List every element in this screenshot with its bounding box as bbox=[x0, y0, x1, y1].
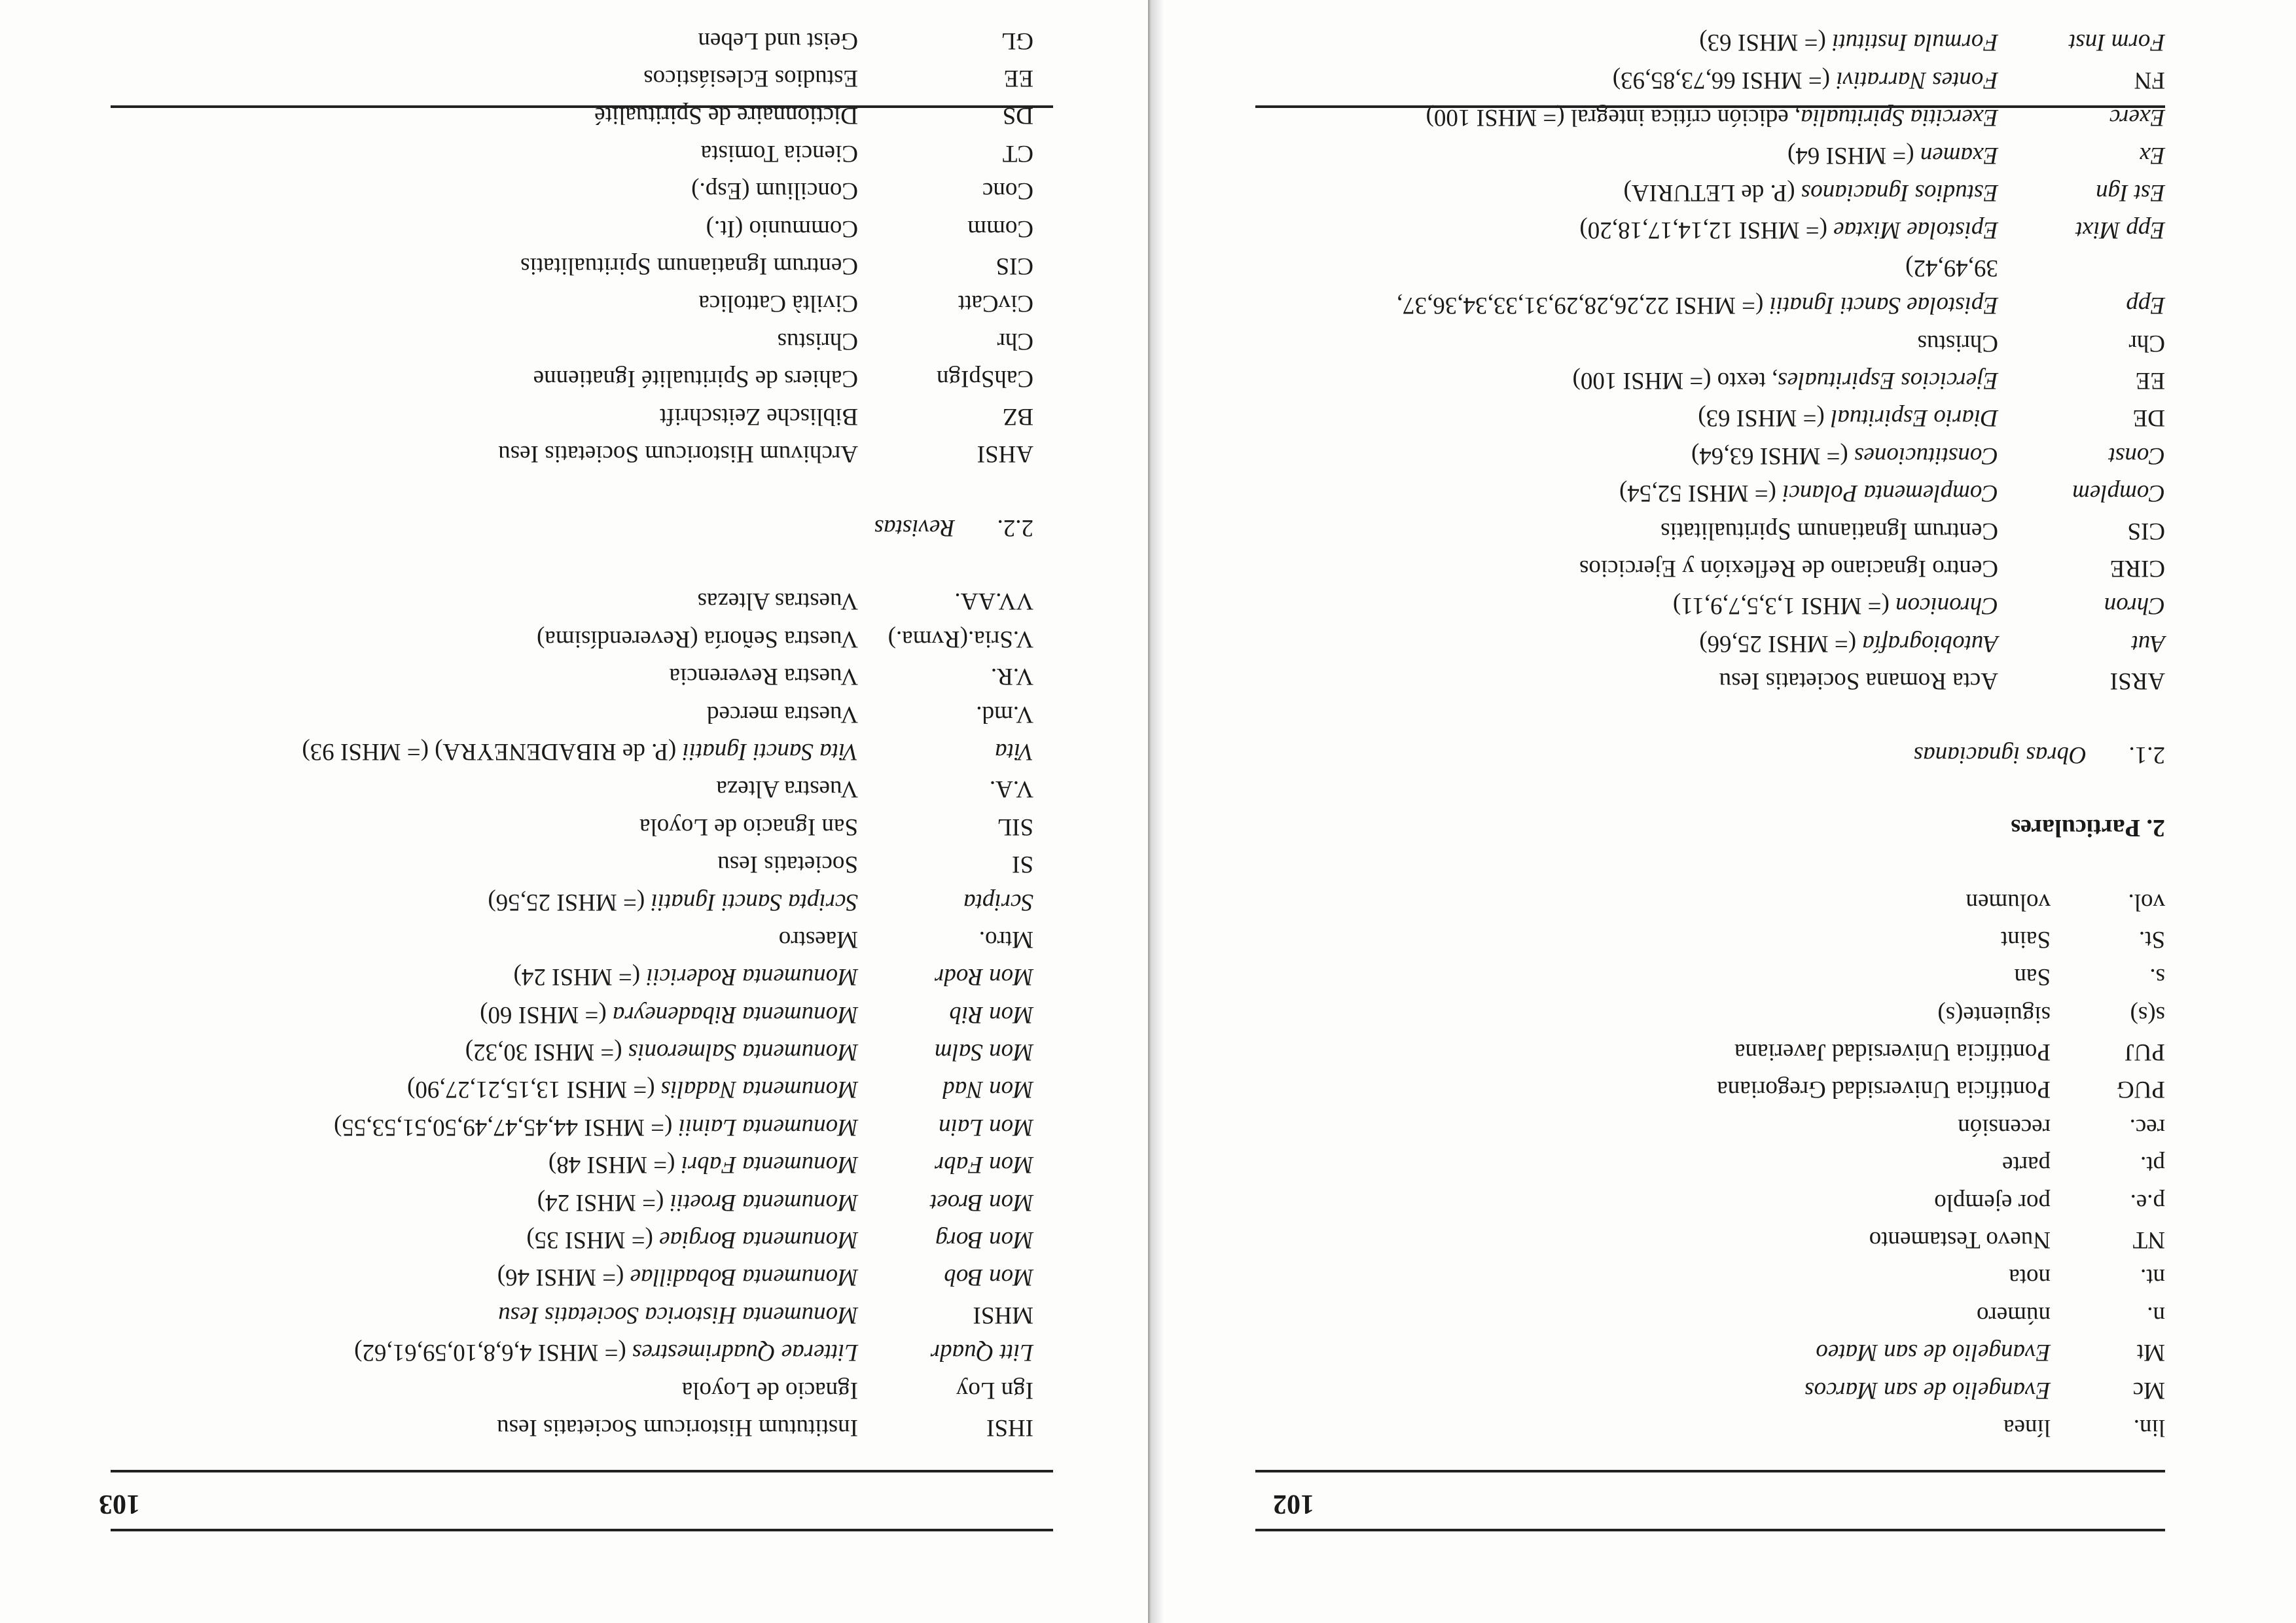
abbreviation-entry bbox=[1236, 211, 2165, 249]
abbreviation: Conc bbox=[982, 177, 1033, 205]
definition: Pontificia Universidad Javeriana bbox=[1734, 1039, 2051, 1066]
abbreviation-entry bbox=[1236, 662, 2165, 700]
abbreviation-entry bbox=[91, 60, 1033, 97]
abbreviation-entry bbox=[1236, 1296, 2165, 1333]
definition: Dictionnaire de Spiritualité bbox=[594, 102, 858, 130]
abbreviation: Mon Broet bbox=[930, 1188, 1033, 1216]
abbreviation: EE bbox=[1003, 65, 1033, 92]
abbreviation-entry bbox=[91, 172, 1033, 209]
abbreviation: SI bbox=[1012, 851, 1033, 878]
definition: Vuestra Alteza bbox=[716, 776, 858, 803]
page-number: 103 bbox=[99, 1489, 140, 1519]
abbreviation: CIRE bbox=[2109, 554, 2165, 582]
definition: Scripta Sancti Ignatii (= MHSI 25,56) bbox=[488, 888, 858, 916]
abbreviation-entry bbox=[91, 846, 1033, 883]
abbreviation-entry bbox=[1236, 1108, 2165, 1145]
abbreviation-entry bbox=[1236, 249, 2165, 286]
abbreviation-entry bbox=[91, 620, 1033, 657]
definition: parte bbox=[2002, 1151, 2051, 1179]
abbreviation-entry bbox=[91, 1258, 1033, 1296]
abbreviation: Vita bbox=[995, 738, 1033, 765]
abbreviation-entry bbox=[1236, 1258, 2165, 1296]
definition: Estudios Ignacianos (P. de LETURIA) bbox=[1623, 179, 1998, 207]
definition: Acta Romana Societatis Iesu bbox=[1719, 668, 1998, 695]
abbreviation-entry bbox=[91, 658, 1033, 695]
abbreviation-entry bbox=[91, 1071, 1033, 1108]
definition: Vuestras Altezas bbox=[697, 588, 858, 615]
definition: Epistolae Mixtae (= MHSI 12,14,17,18,20) bbox=[1579, 217, 1998, 244]
abbreviation: V.Sria.(Rvma.) bbox=[888, 625, 1033, 652]
abbreviation-entry bbox=[1236, 1033, 2165, 1071]
abbreviation: Ex bbox=[2139, 141, 2165, 169]
abbreviation-entry bbox=[91, 1108, 1033, 1145]
definition: Monumenta Borgiae (= MHSI 35) bbox=[526, 1226, 858, 1254]
definition: 39,49,42) bbox=[1905, 254, 1998, 281]
abbreviation: Const bbox=[2108, 442, 2165, 469]
abbreviation-entry bbox=[91, 135, 1033, 172]
abbreviation: CIS bbox=[996, 253, 1033, 280]
abbreviation-entry bbox=[91, 958, 1033, 995]
definition: San bbox=[2014, 963, 2051, 991]
abbreviation-list bbox=[91, 22, 1033, 1446]
definition: Evangelio de san Marcos bbox=[1804, 1376, 2051, 1404]
abbreviation: Mon Fabr bbox=[934, 1151, 1033, 1179]
definition: Vuestra Señoría (Reverendísima) bbox=[537, 625, 858, 652]
abbreviation-entry bbox=[91, 733, 1033, 770]
abbreviation: Epp Mixt bbox=[2075, 217, 2165, 244]
definition: Nuevo Testamento bbox=[1869, 1226, 2051, 1254]
abbreviation-entry bbox=[91, 322, 1033, 359]
abbreviation: DE bbox=[2132, 404, 2165, 432]
abbreviation-entry bbox=[91, 921, 1033, 958]
abbreviation-entry bbox=[91, 1146, 1033, 1183]
abbreviation: s(s) bbox=[2130, 1001, 2165, 1028]
abbreviation: Exerc bbox=[2109, 104, 2165, 132]
header-rule bbox=[1255, 1529, 2165, 1531]
abbreviation-entry bbox=[1236, 624, 2165, 662]
abbreviation: VV.AA. bbox=[954, 588, 1033, 615]
abbreviation: DS bbox=[1002, 102, 1033, 130]
definition: Vuestra merced bbox=[707, 700, 858, 728]
definition: Centrum Ignatianum Spiritualitatis bbox=[1660, 517, 1998, 544]
definition: Biblische Zeitschrift bbox=[659, 402, 858, 430]
abbreviation-entry bbox=[91, 770, 1033, 808]
abbreviation: BZ bbox=[1002, 402, 1033, 430]
abbreviation-entry bbox=[1236, 399, 2165, 437]
abbreviation-entry bbox=[91, 247, 1033, 285]
abbreviation: n. bbox=[2147, 1301, 2165, 1329]
definition: Monumenta Lainii (= MHSI 44,45,47,49,50,51,53,55) bbox=[334, 1113, 858, 1141]
abbreviation: rec. bbox=[2129, 1113, 2165, 1141]
header-rule-lower bbox=[111, 1470, 1053, 1472]
definition: Societatis Iesu bbox=[717, 851, 858, 878]
definition: volumen bbox=[1965, 888, 2051, 916]
definition: Complementa Polanci (= MHSI 52,54) bbox=[1619, 480, 1998, 507]
definition: siguiente(s) bbox=[1937, 1001, 2051, 1028]
spacer bbox=[1236, 846, 2165, 883]
abbreviation: MHSI bbox=[973, 1301, 1033, 1329]
abbreviation-entry bbox=[1236, 1183, 2165, 1221]
abbreviation: p.e. bbox=[2130, 1188, 2165, 1216]
abbreviation: s. bbox=[2149, 963, 2165, 991]
abbreviation: Chron bbox=[2104, 592, 2165, 620]
definition: Vuestra Reverencia bbox=[669, 663, 858, 690]
abbreviation-entry bbox=[1236, 1409, 2165, 1446]
abbreviation: Comm bbox=[967, 215, 1033, 242]
definition: Centro Ignaciano de Reflexión y Ejercicios bbox=[1579, 554, 1998, 582]
abbreviation-entry bbox=[1236, 474, 2165, 512]
abbreviation: Litt Quadr bbox=[930, 1339, 1033, 1366]
abbreviation-entry bbox=[91, 209, 1033, 247]
abbreviation-entry bbox=[91, 285, 1033, 322]
footer-rule bbox=[111, 105, 1053, 108]
abbreviation: FN bbox=[2134, 66, 2165, 94]
definition: Communio (It.) bbox=[706, 215, 858, 242]
abbreviation-entry bbox=[1236, 324, 2165, 361]
abbreviation: PUJ bbox=[2125, 1039, 2165, 1066]
definition: Monumenta Ribadeneyra (= MHSI 60) bbox=[480, 1001, 858, 1028]
abbreviation-entry bbox=[1236, 995, 2165, 1033]
subsection-heading: 2.1.Obras ignacianas bbox=[1913, 741, 2165, 769]
definition: Monumenta Broetii (= MHSI 24) bbox=[537, 1188, 858, 1216]
abbreviation: Mon Bob bbox=[944, 1264, 1033, 1291]
abbreviation: V.A. bbox=[989, 776, 1033, 803]
definition: Centrum Ignatianum Spiritualitatis bbox=[520, 253, 858, 280]
definition: Chronicon (= MHSI 1,3,5,7,9,11) bbox=[1672, 592, 1998, 620]
abbreviation: SIL bbox=[997, 813, 1033, 840]
definition: Constituciones (= MHSI 63,64) bbox=[1691, 442, 1998, 469]
abbreviation-entry bbox=[91, 97, 1033, 134]
definition: nota bbox=[2009, 1264, 2051, 1291]
definition: Monumenta Nadalis (= MHSI 13,15,21,27,90) bbox=[407, 1076, 858, 1103]
abbreviation-entry bbox=[1236, 1334, 2165, 1371]
abbreviation: Scripta bbox=[963, 888, 1033, 916]
abbreviation: St. bbox=[2138, 925, 2165, 953]
definition: Litterae Quadrimestres (= MHSI 4,6,8,10,59,61,62) bbox=[354, 1339, 858, 1366]
spacer bbox=[1236, 700, 2165, 736]
abbreviation: CivCatt bbox=[958, 290, 1033, 317]
abbreviation-entry bbox=[91, 695, 1033, 732]
abbreviation-list bbox=[1236, 24, 2165, 1446]
abbreviation: Mt bbox=[2136, 1339, 2165, 1366]
definition: Maestro bbox=[778, 925, 858, 953]
abbreviation: Mon Salm bbox=[934, 1039, 1033, 1066]
abbreviation-entry bbox=[1236, 958, 2165, 995]
definition: línea bbox=[2003, 1414, 2051, 1441]
abbreviation: GL bbox=[1001, 27, 1033, 54]
abbreviation-entry bbox=[91, 1033, 1033, 1071]
header-rule bbox=[111, 1529, 1053, 1531]
definition: por ejemplo bbox=[1934, 1188, 2051, 1216]
abbreviation: V.md. bbox=[976, 700, 1033, 728]
abbreviation: Aut bbox=[2131, 630, 2165, 657]
definition: Cahiers de Spiritualité Ignatienne bbox=[533, 365, 858, 393]
abbreviation: Est Ign bbox=[2096, 179, 2165, 207]
abbreviation-entry bbox=[91, 435, 1033, 473]
spacer bbox=[1236, 773, 2165, 810]
abbreviation: pt. bbox=[2140, 1151, 2165, 1179]
abbreviation-entry bbox=[91, 582, 1033, 620]
abbreviation: NT bbox=[2132, 1226, 2165, 1254]
abbreviation: AHSI bbox=[977, 440, 1033, 468]
definition: recensión bbox=[1958, 1113, 2051, 1141]
definition: Archivum Historicum Societatis Iesu bbox=[498, 440, 858, 468]
definition: Vita Sancti Ignatii (P. de RIBADENEYRA) (= MHSI 93) bbox=[302, 738, 858, 765]
abbreviation: ARSI bbox=[2109, 668, 2165, 695]
definition: Concilium (Esp.) bbox=[691, 177, 858, 205]
subsection-heading: 2.2.Revistas bbox=[874, 514, 1033, 542]
definition: Institutum Historicum Societatis Iesu bbox=[497, 1414, 858, 1441]
definition: Ejercicios Espirituales, texto (= MHSI 100) bbox=[1572, 367, 1998, 395]
abbreviation: PUG bbox=[2116, 1076, 2165, 1103]
abbreviation: V.R. bbox=[990, 663, 1033, 690]
page-number: 102 bbox=[1273, 1489, 1314, 1519]
abbreviation-entry bbox=[1236, 883, 2165, 920]
definition: Monumenta Rodericii (= MHSI 24) bbox=[513, 963, 858, 991]
abbreviation: CT bbox=[1002, 139, 1033, 167]
abbreviation-entry bbox=[1236, 362, 2165, 399]
abbreviation: Mon Borg bbox=[935, 1226, 1033, 1254]
definition: Ignacio de Loyola bbox=[681, 1376, 858, 1404]
definition: Monumenta Historica Societatis Iesu bbox=[498, 1301, 858, 1329]
abbreviation-entry bbox=[91, 808, 1033, 845]
definition: Fontes Narrativi (= MHSI 66,73,85,93) bbox=[1612, 66, 1998, 94]
abbreviation-entry bbox=[91, 995, 1033, 1033]
abbreviation-entry bbox=[1236, 174, 2165, 211]
definition: Diario Espiritual (= MHSI 63) bbox=[1698, 404, 1998, 432]
abbreviation-entry bbox=[91, 1334, 1033, 1371]
spacer bbox=[91, 546, 1033, 582]
abbreviation-entry bbox=[91, 1183, 1033, 1221]
abbreviation-entry bbox=[1236, 921, 2165, 958]
abbreviation-entry bbox=[1236, 550, 2165, 587]
abbreviation-entry bbox=[91, 397, 1033, 435]
definition: Epistolae Sancti Ignatii (= MHSI 22,26,28,29,31,33,34,36,37, bbox=[1396, 292, 1998, 319]
abbreviation-entry bbox=[1236, 62, 2165, 99]
definition: Monumenta Fabri (= MHSI 48) bbox=[548, 1151, 858, 1179]
spacer bbox=[91, 473, 1033, 509]
abbreviation-entry bbox=[1236, 136, 2165, 173]
abbreviation-entry bbox=[91, 1409, 1033, 1446]
abbreviation-entry bbox=[1236, 1221, 2165, 1258]
abbreviation: CIS bbox=[2127, 517, 2165, 544]
abbreviation-entry bbox=[91, 1371, 1033, 1408]
definition: Examen (= MHSI 64) bbox=[1787, 141, 1998, 169]
definition: Geist und Leben bbox=[698, 27, 858, 54]
definition: Monumenta Bobadillae (= MHSI 46) bbox=[497, 1264, 858, 1291]
definition: Evangelio de san Mateo bbox=[1816, 1339, 2051, 1366]
abbreviation-entry bbox=[1236, 24, 2165, 61]
definition: Pontificia Universidad Gregoriana bbox=[1717, 1076, 2051, 1103]
definition: Christus bbox=[777, 327, 858, 355]
abbreviation: Mon Lain bbox=[939, 1113, 1033, 1141]
abbreviation-entry bbox=[1236, 512, 2165, 549]
abbreviation-entry bbox=[1236, 99, 2165, 136]
abbreviation: Mon Rodr bbox=[934, 963, 1033, 991]
abbreviation-entry bbox=[91, 1221, 1033, 1258]
abbreviation: Mtro. bbox=[978, 925, 1033, 953]
abbreviation: EE bbox=[2135, 367, 2165, 395]
abbreviation: Ign Loy bbox=[956, 1376, 1033, 1404]
abbreviation: Chr bbox=[2128, 329, 2165, 357]
abbreviation bbox=[1998, 249, 2165, 286]
definition: San Ignacio de Loyola bbox=[639, 813, 858, 840]
abbreviation: Form Inst bbox=[2069, 29, 2165, 56]
abbreviation: IHSI bbox=[986, 1414, 1033, 1441]
abbreviation-entry bbox=[91, 360, 1033, 397]
abbreviation-entry bbox=[1236, 437, 2165, 474]
abbreviation: Epp bbox=[2126, 292, 2165, 319]
definition: Exercitia Spiritualia, edición crítica integral (= MHSI 100) bbox=[1426, 104, 1998, 132]
definition: Civiltà Cattolica bbox=[698, 290, 858, 317]
abbreviation: nt. bbox=[2140, 1264, 2165, 1291]
definition: Ciencia Tomista bbox=[700, 139, 858, 167]
definition: Saint bbox=[2000, 925, 2051, 953]
definition: número bbox=[1976, 1301, 2051, 1329]
abbreviation: CahSpIgn bbox=[937, 365, 1033, 393]
definition: Christus bbox=[1917, 329, 1998, 357]
footer-rule bbox=[1255, 105, 2165, 108]
abbreviation-entry bbox=[1236, 587, 2165, 624]
header-rule-lower bbox=[1255, 1470, 2165, 1472]
abbreviation: Mon Rib bbox=[949, 1001, 1033, 1028]
definition: Autobiografía (= MHSI 25,66) bbox=[1699, 630, 1998, 657]
abbreviation: lin. bbox=[2133, 1414, 2165, 1441]
section-heading: 2. Particulares bbox=[2011, 814, 2165, 842]
definition: Estudios Eclesiásticos bbox=[643, 65, 858, 92]
definition: Monumenta Salmeronis (= MHSI 30,32) bbox=[465, 1039, 858, 1066]
abbreviation-entry bbox=[91, 1296, 1033, 1333]
abbreviation: Mc bbox=[2132, 1376, 2165, 1404]
abbreviation: vol. bbox=[2128, 888, 2165, 916]
abbreviation-entry bbox=[91, 883, 1033, 920]
abbreviation-entry bbox=[1236, 1146, 2165, 1183]
abbreviation-entry bbox=[1236, 1371, 2165, 1408]
abbreviation: Chr bbox=[997, 327, 1033, 355]
definition: Formula Instituti (= MHSI 63) bbox=[1699, 29, 1998, 56]
page-102 bbox=[1148, 0, 2296, 1623]
abbreviation-entry bbox=[1236, 1071, 2165, 1108]
abbreviation-entry bbox=[91, 22, 1033, 59]
abbreviation-entry bbox=[1236, 287, 2165, 324]
abbreviation: Mon Nad bbox=[942, 1076, 1033, 1103]
abbreviation: Complem bbox=[2072, 480, 2165, 507]
